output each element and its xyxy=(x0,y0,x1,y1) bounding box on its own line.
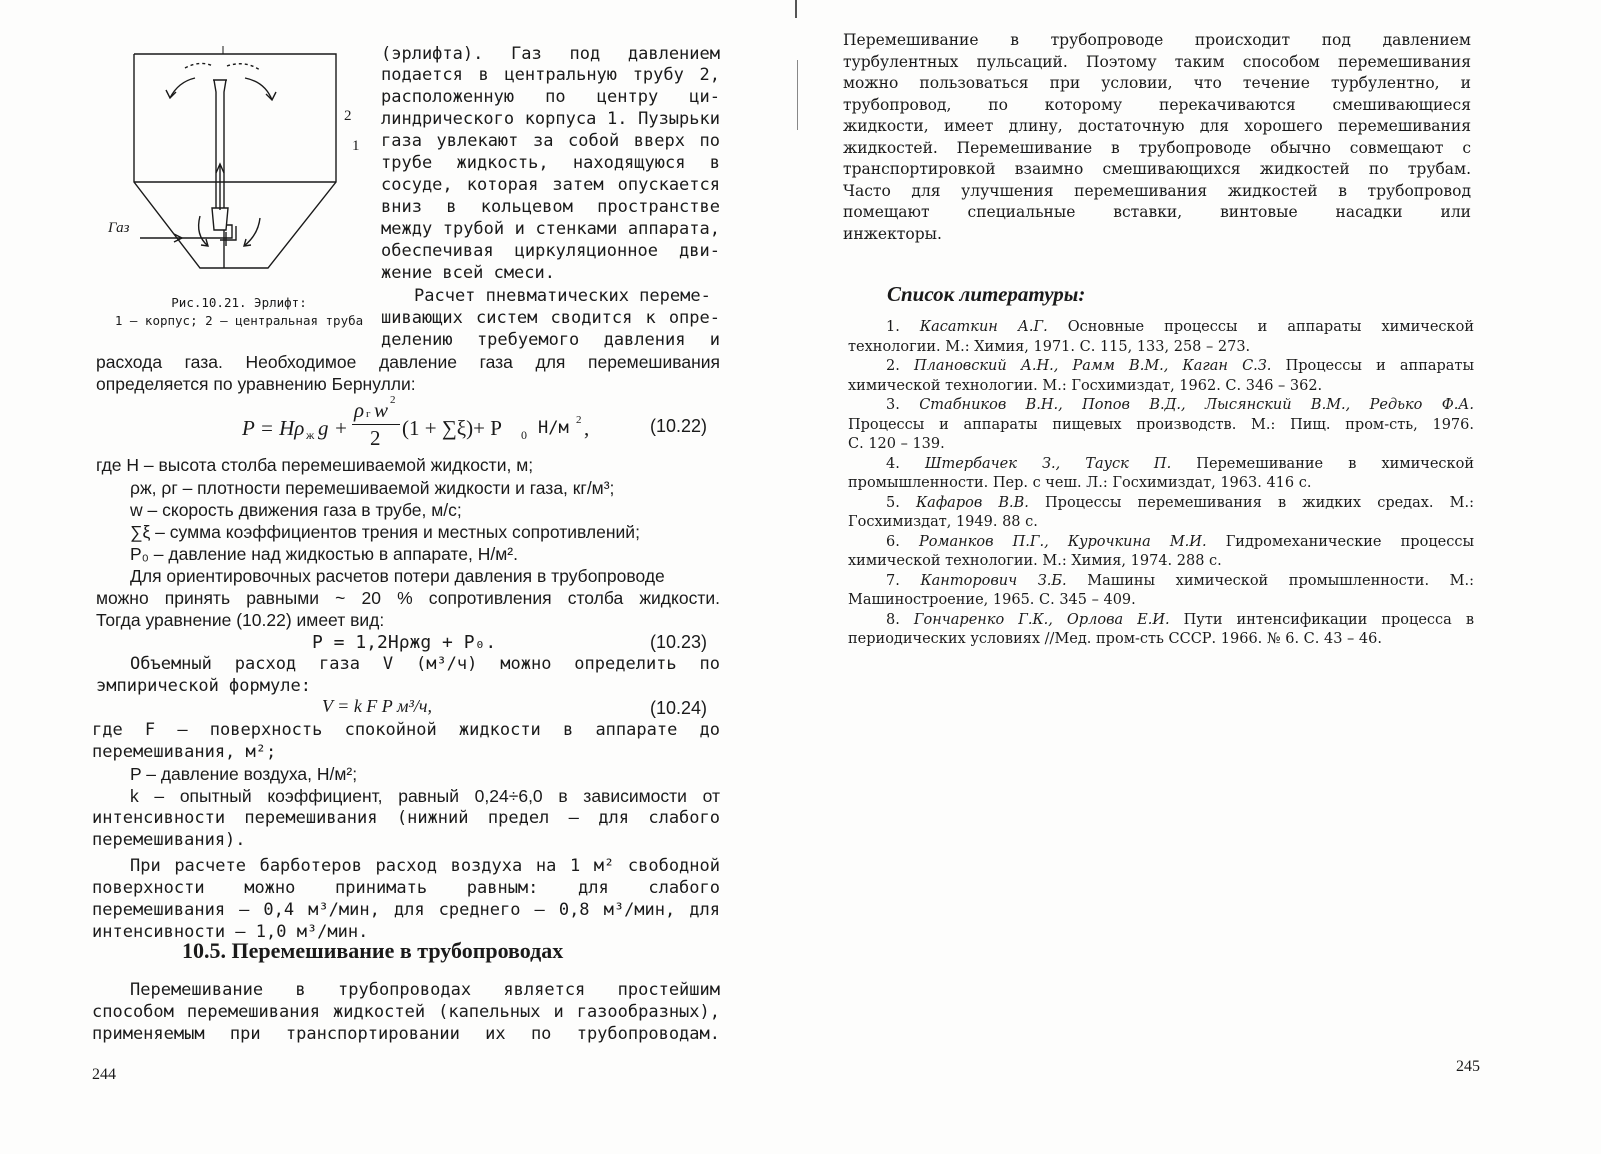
eq-rest: (1 + ∑ξ)+ P xyxy=(402,416,502,440)
ref-text: химической технологии. М.: Госхимиздат, 1962. С. 346 – 362. xyxy=(848,377,1323,394)
text-line: применяемым при транспортировании их по трубопроводам. xyxy=(92,1024,720,1044)
ref-author: Кафаров В.В. xyxy=(915,494,1029,511)
ref-text: Процессы и аппараты пищевых производств. М.: Пищ. пром-сть, 1976. xyxy=(848,416,1474,433)
eq-num-sub: г xyxy=(366,408,371,420)
airlift-figure xyxy=(100,40,390,290)
ref-number: 3. xyxy=(886,397,900,413)
text-line: перемешивания – 0,4 м³/мин, для среднего – 0,8 м³/мин, для xyxy=(92,900,720,920)
text-line: трубопровод, по которому перекачиваются смешивающиеся xyxy=(843,95,1471,114)
eq-g: g + xyxy=(318,416,348,440)
text-line: шивающих систем сводится к опре- xyxy=(381,308,720,328)
where-line: перемешивания, м²; xyxy=(92,742,277,762)
eq-sub: ж xyxy=(306,428,315,442)
text-line: Для ориентировочных расчетов потери давления в трубопроводе xyxy=(130,566,665,586)
caption-title: Рис.10.21. Эрлифт: xyxy=(171,295,307,310)
text-line: способом перемешивания жидкостей (капельных и газообразных), xyxy=(92,1002,720,1022)
eq-num-sup: 2 xyxy=(390,394,396,406)
eq-num-rho: ρ xyxy=(354,398,365,422)
text-line: жение всей смеси. xyxy=(381,263,555,283)
airlift-diagram xyxy=(100,40,390,290)
text-line: помещают специальные вставки, винтовые насадки или xyxy=(843,203,1471,221)
ref-number: 2. xyxy=(886,358,900,374)
eq-units-sup: 2 xyxy=(576,414,582,426)
references-title: Список литературы: xyxy=(887,282,1086,306)
ref-number: 7. xyxy=(886,572,900,589)
where-line: w – скорость движения газа в трубе, м/с; xyxy=(130,500,462,520)
reference-item xyxy=(848,396,1474,455)
ref-text: промышленности. Пер. с чеш. Л.: Госхимиздат, 1963. 416 с. xyxy=(848,475,1312,491)
text-line: (эрлифта). Газ под давлением xyxy=(381,44,720,64)
text-line: Перемешивание в трубопроводе происходит под давлением xyxy=(843,31,1471,49)
text-line: Часто для улучшения перемешивания жидкостей в трубопровод xyxy=(843,181,1471,200)
eq-units: Н/м xyxy=(538,418,569,438)
reference-item xyxy=(848,455,1474,494)
caption-legend: 1 – корпус; 2 – центральная труба xyxy=(114,313,364,328)
equation-10-23: P = 1,2Hρжg + P₀. xyxy=(312,632,497,653)
ref-author: Стабников В.Н., Попов В.Д., Лысянский В.М., Редько Ф.А. xyxy=(919,397,1475,413)
equation-number: (10.23) xyxy=(650,632,708,652)
reference-item xyxy=(848,494,1474,533)
ref-number: 5. xyxy=(886,494,900,511)
text-line: между трубой и стенками аппарата, xyxy=(381,219,720,239)
ref-number: 1. xyxy=(886,319,900,335)
ref-text: Гидромеханические процессы xyxy=(1225,533,1475,550)
ref-text: Пути интенсификации процесса в xyxy=(1183,611,1474,628)
reference-item xyxy=(848,572,1474,611)
text-line: можно принять равными ~ 20 % сопротивления столба жидкости. xyxy=(96,588,720,608)
binding-mark xyxy=(797,60,798,130)
eq-num-w: w xyxy=(374,398,389,422)
page-number: 244 xyxy=(92,1066,116,1083)
ref-number: 8. xyxy=(886,611,900,628)
text-line: При расчете барботеров расход воздуха на 1 м² свободной xyxy=(130,856,720,876)
eq-den: 2 xyxy=(370,426,381,450)
text-line: сосуде, которая затем опускается xyxy=(381,175,720,195)
body-label: 1 xyxy=(352,138,360,154)
where-line: интенсивности перемешивания (нижний предел – для слабого xyxy=(92,808,720,828)
eq-comma: , xyxy=(584,416,590,440)
text-line: инжекторы. xyxy=(843,224,942,243)
text-line: транспортировкой взаимно смешивающихся жидкостей по трубам. xyxy=(843,160,1471,178)
reference-item xyxy=(848,357,1474,396)
ref-text: Перемешивание в химической xyxy=(1196,455,1475,472)
ref-author: Романков П.Г., Курочкина М.И. xyxy=(918,533,1207,550)
text-line: вниз в кольцевом пространстве xyxy=(381,197,720,217)
equation-10-24: V = k F P м³/ч, xyxy=(322,696,432,716)
ref-text: Основные процессы и аппараты химической xyxy=(1067,319,1475,335)
text-line: Тогда уравнение (10.22) имеет вид: xyxy=(96,610,385,630)
eq-sub0: 0 xyxy=(521,428,527,442)
section-heading: 10.5. Перемешивание в трубопроводах xyxy=(182,938,564,963)
text-line: трубе жидкость, находящуюся в xyxy=(381,153,720,173)
ref-text: Процессы и аппараты xyxy=(1285,358,1474,374)
ref-text: Машины химической промышленности. М.: xyxy=(1087,572,1474,589)
tube-label: 2 xyxy=(344,108,352,124)
text-line: расположенную по центру ци- xyxy=(381,87,720,107)
equation-number: (10.22) xyxy=(650,416,708,436)
ref-number: 4. xyxy=(886,455,900,472)
where-line: P₀ – давление над жидкостью в аппарате, Н/м². xyxy=(130,544,518,564)
text-line: жидкости, имеет длину, достаточную для хорошего перемешивания xyxy=(843,117,1471,135)
text-line: можно пользоваться при условии, что течение турбулентно, и xyxy=(843,74,1471,92)
where-line: ρж, ρг – плотности перемешиваемой жидкости и газа, кг/м³; xyxy=(130,478,615,498)
ref-text: периодических условиях //Мед. пром-сть СССР. 1966. № 6. С. 43 – 46. xyxy=(848,631,1382,647)
text-line: делению требуемого давления и xyxy=(381,330,720,350)
ref-author: Гончаренко Г.К., Орлова Е.И. xyxy=(913,611,1170,628)
where-line: k – опытный коэффициент, равный 0,24÷6,0 в зависимости от xyxy=(130,786,720,806)
eq-lhs: P = Hρ xyxy=(242,416,305,440)
text-line: определяется по уравнению Бернулли: xyxy=(96,374,416,394)
text-line: подается в центральную трубу 2, xyxy=(381,65,720,85)
ref-text: Машиностроение, 1965. С. 345 – 409. xyxy=(848,592,1136,608)
text-line: газа увлекают за собой вверх по xyxy=(381,131,720,151)
ref-author: Касаткин А.Г. xyxy=(919,319,1048,335)
ref-author: Плановский А.Н., Рамм В.М., Каган С.З. xyxy=(914,358,1272,374)
left-page xyxy=(0,0,790,1154)
ref-text: технологии. М.: Химия, 1971. С. 115, 133, 258 – 273. xyxy=(848,338,1251,355)
where-line: ∑ξ – сумма коэффициентов трения и местных сопротивлений; xyxy=(130,522,640,542)
equation-number: (10.24) xyxy=(650,698,708,718)
ref-author: Штербачек З., Тауск П. xyxy=(924,455,1172,472)
text-line: линдрического корпуса 1. Пузырьки xyxy=(381,109,720,129)
paragraph xyxy=(843,30,1471,245)
figure-caption xyxy=(98,294,380,330)
where-line: где F – поверхность спокойной жидкости в аппарате до xyxy=(92,720,720,740)
text-line: расхода газа. Необходимое давление газа для перемешивания xyxy=(96,352,720,372)
text-line: Расчет пневматических переме- xyxy=(414,286,711,306)
reference-item xyxy=(848,318,1474,357)
where-line: P – давление воздуха, Н/м²; xyxy=(130,764,358,784)
text-line: интенсивности – 1,0 м³/мин. xyxy=(92,922,369,942)
text-line: эмпирической формуле: xyxy=(96,676,311,696)
text-line: турбулентных пульсаций. Поэтому таким способом перемешивания xyxy=(843,52,1471,71)
reference-item xyxy=(848,533,1474,572)
where-line: где H – высота столба перемешиваемой жидкости, м; xyxy=(96,455,534,475)
references-list xyxy=(848,318,1474,650)
ref-author: Канторович З.Б. xyxy=(920,572,1067,589)
text-line: Перемешивание в трубопроводах является простейшим xyxy=(130,980,720,1000)
ref-text: Госхимиздат, 1949. 88 с. xyxy=(848,514,1038,530)
ref-text: С. 120 – 139. xyxy=(848,436,945,452)
text-line: поверхности можно принимать равным: для слабого xyxy=(92,878,720,898)
gas-label: Газ xyxy=(108,220,130,236)
text-line: жидкостей. Перемешивание в трубопроводе обычно совмещают с xyxy=(843,138,1471,157)
ref-number: 6. xyxy=(886,533,900,550)
ref-text: Процессы перемешивания в жидких средах. М.: xyxy=(1045,494,1474,511)
where-line: перемешивания). xyxy=(92,830,246,850)
ref-text: химической технологии. М.: Химия, 1974. 288 с. xyxy=(848,553,1222,569)
text-line: Объемный расход газа V (м³/ч) можно определить по xyxy=(130,654,720,674)
page-number: 245 xyxy=(1456,1058,1480,1075)
binding-mark xyxy=(795,0,797,18)
reference-item xyxy=(848,611,1474,650)
right-page xyxy=(800,0,1601,1154)
text-line: обеспечивая циркуляционное дви- xyxy=(381,241,720,261)
